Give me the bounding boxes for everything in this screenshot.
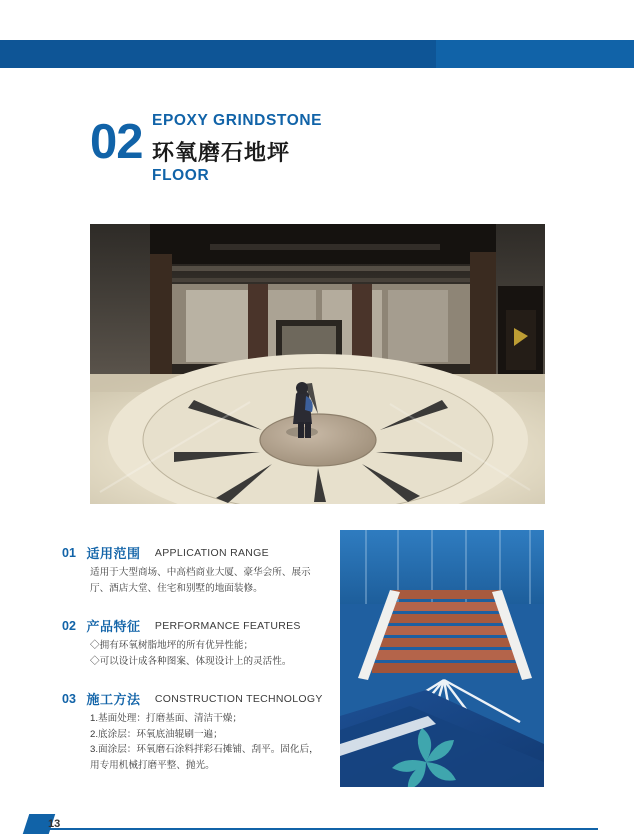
section-item-1 xyxy=(62,543,322,596)
section-title-en-2: PERFORMANCE FEATURES xyxy=(154,619,301,632)
secondary-image xyxy=(340,530,544,787)
section-body-line: 适用于大型商场、中高档商业大厦、豪华会所、展示 xyxy=(90,567,311,578)
title-chinese: 环氧磨石地坪 xyxy=(152,140,291,165)
secondary-image-graphic xyxy=(340,530,544,787)
section-item-2 xyxy=(62,616,322,669)
section-header-1 xyxy=(62,543,322,560)
section-body-2 xyxy=(90,638,322,669)
section-number-2: 02 xyxy=(62,618,76,633)
section-item-3 xyxy=(62,689,322,773)
page-number: 13 xyxy=(48,818,61,830)
section-body-1 xyxy=(90,565,322,596)
title-english-top: EPOXY GRINDSTONE xyxy=(152,112,323,129)
section-body-line: ◇拥有环氧树脂地坪的所有优异性能； xyxy=(90,640,254,652)
section-body-line: 厅、酒店大堂、住宅和别墅的地面装修。 xyxy=(90,582,263,594)
section-title-cn-1: 适用范围 xyxy=(86,546,141,561)
section-header-2 xyxy=(62,616,322,633)
section-number-1: 01 xyxy=(62,545,76,560)
section-title-cn-3: 施工方法 xyxy=(86,692,141,708)
section-title-en-3: CONSTRUCTION TECHNOLOGY xyxy=(154,692,323,705)
section-header-3 xyxy=(62,689,322,706)
section-body-line: 2.底涂层：环氧底油辊刷一遍； xyxy=(90,728,223,740)
section-body-line: 3.面涂层：环氧磨石涂料拌彩石摊铺、刮平。固化后， xyxy=(90,744,319,756)
footer-rule xyxy=(38,828,598,830)
section-number-large: 02 xyxy=(90,115,143,169)
section-body-line: 1.基面处理：打磨基面、清洁干燥； xyxy=(90,713,242,725)
section-title-en-1: APPLICATION RANGE xyxy=(154,546,269,559)
section-list xyxy=(62,543,322,793)
hero-image-graphic xyxy=(90,224,545,504)
section-number-3: 03 xyxy=(62,691,76,706)
hero-image xyxy=(90,224,545,504)
section-title-cn-2: 产品特征 xyxy=(86,619,141,635)
top-band-dark-segment xyxy=(0,40,436,68)
section-body-line: 用专用机械打磨平整、抛光。 xyxy=(90,759,215,771)
section-body-3 xyxy=(90,711,322,773)
title-english-bottom: FLOOR xyxy=(152,167,210,184)
section-body-line: ◇可以设计成各种图案、体现设计上的灵活性。 xyxy=(90,655,292,667)
